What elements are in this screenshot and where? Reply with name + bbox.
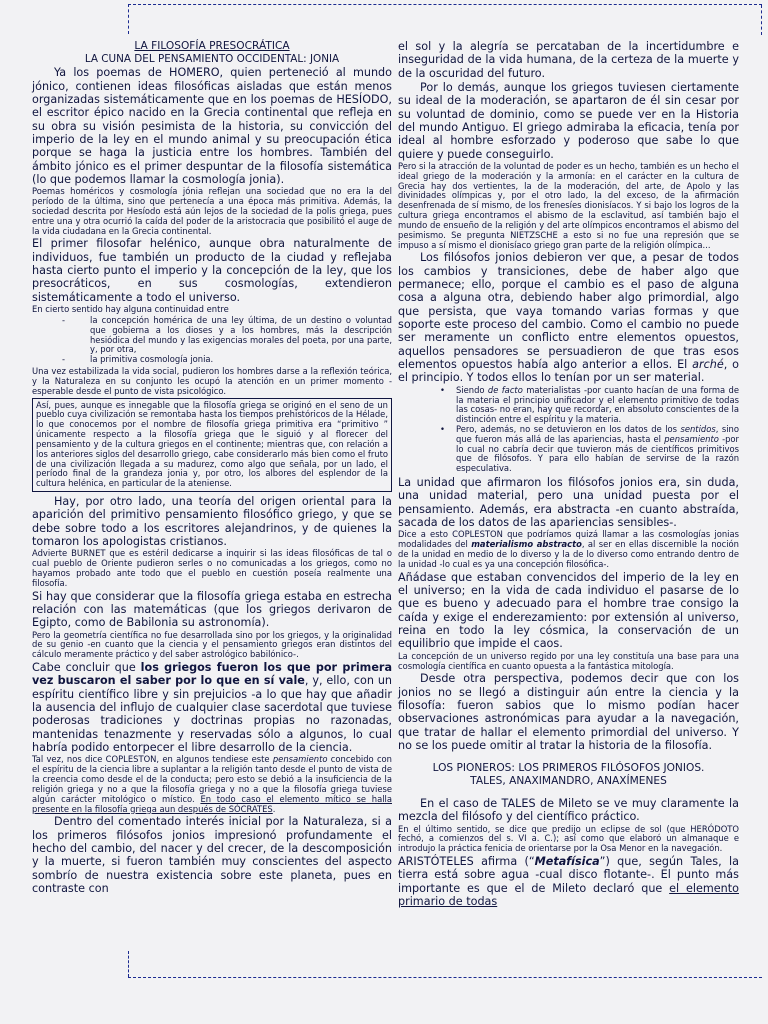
text-span: , sino que fueron más allá de las apariencias, hasta el: [456, 424, 739, 444]
paragraph: La unidad que afirmaron los filósofos jonios era, sin duda, una unidad material, pero una unidad puesta por el pensamiento. Además, era abstracta -en cuanto abstraída, sacada de los datos de las apariencias sensibles-.: [398, 476, 739, 530]
paragraph: [32, 661, 392, 754]
text-span: ”) que, según Tales, la tierra está sobre agua -cual disco flotante-. El punto más importante es que el de Mileto declaró que: [398, 855, 739, 895]
paragraph: [32, 755, 392, 814]
paragraph: Dentro del comentado interés inicial por la Naturaleza, si a los primeros filósofos jonios impresionó profundamente el hecho del cambio, del nacer y del crecer, de la descomposición y la muerte, si fueron también muy conscientes del aspecto sombrío de nuestra existencia sobre este planeta, pues en contraste con: [32, 815, 392, 895]
right-column: [398, 40, 739, 909]
text-span: Siendo: [456, 384, 488, 395]
paragraph: En el caso de TALES de Mileto se ve muy claramente la mezcla del filósofo y del científico práctico.: [398, 796, 739, 824]
text-span: , y, ello, con un espíritu científico libre y sin prejuicios -a lo que hay que añadir la ausencia del influjo de cualquier clase sacerdotal que tuviese poderosas tradiciones y doctrinas propias no razonadas, mantenidas tenazmente y reservadas sólo a algunos, lo cual habría podido entorpecer el libre desarrollo de la ciencia.: [32, 674, 392, 755]
left-column: [32, 40, 392, 896]
italic-span: pensamiento: [664, 433, 719, 444]
text-span: , o el principio. Y todos ellos lo tenían por un ser material.: [398, 358, 739, 385]
page-title: LA FILOSOFÍA PRESOCRÁTICA: [134, 40, 290, 52]
bold-italic-span: materialismo abstracto: [471, 539, 582, 550]
paragraph: En el último sentido, se dice que predijo un eclipse de sol (que HERÓDOTO fechó, a comienzos del s. VI a. C.); así como que elaboró un almanaque e introdujo la práctica fenicia de orientarse por la Osa Menor en la navegación.: [398, 823, 739, 854]
list-item: [456, 386, 739, 425]
paragraph: Pero si la atracción de la voluntad de poder es un hecho, también es un hecho el ideal griego de la moderación y la armonía: en el carácter en la cultura de Grecia hay dos vertientes, la de la moderación, del arte, de Apolo y las divinidades olímpicas y, por el otro lado, la del exceso, de la afirmación desenfrenada de sí mismo, de los frenesíes dionisíacos. Y si bajo los logros de la cultura griega encontramos el abismo de la esclavitud, así también bajo el mundo de ensueño de la religión y del arte olímpicos encontramos el abismo del pesimismo. Se pregunta NIETZSCHE a esto si no fue una represión que se impuso a sí mismo el dionisíaco griego gran parte de la religión olímpica...: [398, 160, 739, 250]
paragraph: Una vez estabilizada la vida social, pudieron los hombres darse a la reflexión teórica, y la Naturaleza en su conjunto les ocupó la atención en un primer momento -esperable desde el punto de vista psicológico.: [32, 366, 392, 396]
boxed-quote: Así, pues, aunque es innegable que la filosofía griega se originó en el seno de un pueblo cuya civilización se remontaba hasta los tiempos prehistóricos de la Hélade, lo que conocemos por el nombre de filosofía griega primitiva era “primitivo ” únicamente respecto a la filosofía griega que le siguió y al florecer del pensamiento y de la cultura griegos en el continente; mientras que, con relación a los anteriores siglos del desarrollo griego, cabe considerarlo más bien como el fruto de una civilización llegada a su madurez, como algo que señala, por un lado, el período final de la grandeza jonia y, por otro, los albores del esplendor de la cultura helénica, en particular de la ateniense.: [32, 398, 392, 492]
paragraph: Hay, por otro lado, una teoría del origen oriental para la aparición del primitivo pensamiento filosófico griego, y que se debe sobre todo a los escritores alejandrinos, y de quienes la tomaron los apologistas cristianos.: [32, 494, 392, 548]
text-span: Tal vez, nos dice COPLESTON, en algunos tendiese este: [32, 754, 273, 765]
paragraph: En cierto sentido hay alguna continuidad entre: [32, 304, 229, 315]
text-span: concebido con el espíritu de la ciencia libre a suplantar a la religión tanto desde el punto de vista de la creencia como desde el de la conducta; pero esto se debió a la insuficiencia de la religión griega y no a que la filosofía griega y no a que la filosofía griega tuviese algún carácter mitológico o místico.: [32, 754, 392, 804]
page-frame-bottom: [128, 977, 762, 978]
bold-span: los griegos fueron los que por primera vez buscaron el saber por lo que en sí vale: [32, 661, 392, 688]
text-span: -por lo cual no cabría decir que tuvieron más de científicos primitivos que de filósofos. Y para ello habían de servirse de la razón especulativa.: [456, 433, 739, 474]
text-span: Los filósofos jonios debieron ver que, a pesar de todos los cambios y transiciones, debe de haber algo que permanece; ello, porque el cambio es el paso de alguna cosa a alguna otra, debiendo haber algo primordial, algo que persista, que vaya tomando varias formas y que soporte este proceso del cambio. Como el cambio no puede ser meramente un conflicto entre elementos opuestos, aquellos pensadores se persuadieron de que tras esos elementos opuestos había algo anterior a ellos. El: [398, 251, 739, 372]
paragraph: Ya los poemas de HOMERO, quien perteneció al mundo jónico, contienen ideas filosóficas aisladas que están menos organizadas sistemáticamente que en los poemas de HESÍODO, el escritor épico nacido en la Grecia continental que refleja en su obra su visión pesimista de la historia, su convicción del imperio de la ley en el mundo animal y su preocupación ética porque se haga la justicia entre los hombres. También del ámbito jónico es el primer despuntar de la filosofía sistemática (lo que podemos llamar la cosmología jonia).: [32, 66, 392, 186]
list-item: - la primitiva cosmología jonia.: [90, 355, 392, 365]
text-span: Dice a esto COPLESTON que podríamos quizá llamar a las cosmologías jonias modalidades del: [398, 529, 739, 550]
section-heading-jonia: LA CUNA DEL PENSAMIENTO OCCIDENTAL: JONIA: [84, 53, 340, 66]
italic-span: de facto: [487, 384, 523, 395]
paragraph: La concepción de un universo regido por una ley constituía una base para una cosmología científica en cuanto opuesta a la fantástica mitología.: [398, 650, 739, 671]
italic-span: sentidos: [680, 424, 716, 434]
paragraph: Añádase que estaban convencidos del imperio de la ley en el universo; en la vida de cada individuo el pasarse de lo que es bueno y adecuado para el hombre trae consigo la caída y exige el enderezamiento: por extensión al universo, reina en todo la ley cósmica, la conservación de un equilibrio que impide el caos.: [398, 570, 739, 651]
underlined-span: el elemento primario de todas: [398, 881, 739, 909]
text-span: ARISTÓTELES afirma (“: [398, 855, 535, 869]
paragraph: Pero la geometría científica no fue desarrollada sino por los griegos, y la originalidad de su genio -en cuanto que la ciencia y el pensamiento griegos eran distintos del cálculo meramente práctico y del saber astrológico babilónico-.: [32, 629, 392, 660]
text-span: Pero, además, no se detuvieron en los datos de los: [456, 424, 681, 434]
section-heading-pioneers: LOS PIONEROS: LOS PRIMEROS FILÓSOFOS JONIOS.: [432, 762, 705, 775]
page-frame-top: [128, 4, 762, 5]
paragraph: [398, 530, 739, 569]
text-span: materialistas -por cuanto hacían de una forma de la materia el principio unificador y el elemento primitivo de todas las cosas- no eran, hay que recordar, en absoluto conscientes de la distinción entre el espíritu y la materia.: [456, 384, 739, 425]
paragraph: Si hay que considerar que la filosofía griega estaba en estrecha relación con las matemáticas (que los griegos derivaron de Egipto, como de Babilonia su astronomía).: [32, 589, 392, 630]
italic-span: arché: [692, 358, 724, 372]
page-frame-left: [128, 4, 129, 34]
paragraph: Por lo demás, aunque los griegos tuviesen ciertamente su ideal de la moderación, se apartaron de él sin cesar por su voluntad de dominio, como se puede ver en la Historia del mundo Antiguo. El griego admiraba la eficacia, tenía por ideal al hombre esforzado y poderoso que sabe lo que quiere y puede conseguirlo.: [398, 80, 739, 161]
paragraph: [398, 251, 739, 384]
text-span: .: [272, 803, 276, 814]
paragraph: El primer filosofar helénico, aunque obra naturalmente de individuos, fue también un producto de la ciudad y reflejaba hasta cierto punto el imperio y la concepción de la ley, que los presocráticos, en sus cosmologías, extendieron sistemáticamente a todo el universo.: [32, 237, 392, 304]
text-span: Cabe concluir que: [32, 661, 141, 675]
paragraph: Desde otra perspectiva, podemos decir que con los jonios no se llegó a distinguir aún entre la ciencia y la filosofía: fueron sabios que lo mismo podían hacer observaciones astronómicas para ayudar a la navegación, que tratar de hallar el elemento primordial del universo. Y no se los puede omitir al tratar la historia de la filosofía.: [398, 672, 739, 753]
bold-italic-span: Metafísica: [534, 855, 600, 869]
underlined-span: En todo caso el elemento mítico se halla presente en la filosofía griega aun después de SÓCRATES: [32, 793, 392, 814]
list-item: - la concepción homérica de una ley última, de un destino o voluntad que gobierna a los dioses y a los hombres, más la descripción hesiódica del mundo y las exigencias morales del poeta, por una parte, y, por otra,: [90, 316, 392, 355]
italic-span: pensamiento: [272, 754, 328, 765]
continuity-list: [32, 316, 392, 365]
list-item: [456, 425, 739, 474]
section-subheading-pioneers: TALES, ANAXIMANDRO, ANAXÍMENES: [470, 774, 667, 787]
paragraph: el sol y la alegría se percataban de la incertidumbre e inseguridad de la vida humana, de la certeza de la muerte y de la oscuridad del futuro.: [398, 40, 739, 80]
paragraph: Advierte BURNET que es estéril dedicarse a inquirir si las ideas filosóficas de tal o cual pueblo de Oriente pudieron serles o no comunicadas a los griegos, como no hayamos probado ante todo que el pueblo en cuestión poseía realmente una filosofía.: [32, 548, 392, 588]
text-span: , al ser en ellas discernible la noción de la unidad en medio de lo diverso y la de lo diverso como entrando dentro de la unidad -lo cual es ya una concepción filosófica-.: [398, 539, 739, 569]
materialist-list: [398, 386, 739, 474]
paragraph: Poemas homéricos y cosmología jónia reflejan una sociedad que no era la del período de la última, sino que pertenecía a una época más primitiva. Además, la sociedad descrita por Hesíodo está aún lejos de la sociedad de la polis griega, pues entre una y otra ocurrió la caída del poder de la aristocracia que posibilitó el auge de la vida ciudadana en la Grecia continental.: [32, 186, 392, 236]
paragraph: [398, 855, 739, 908]
